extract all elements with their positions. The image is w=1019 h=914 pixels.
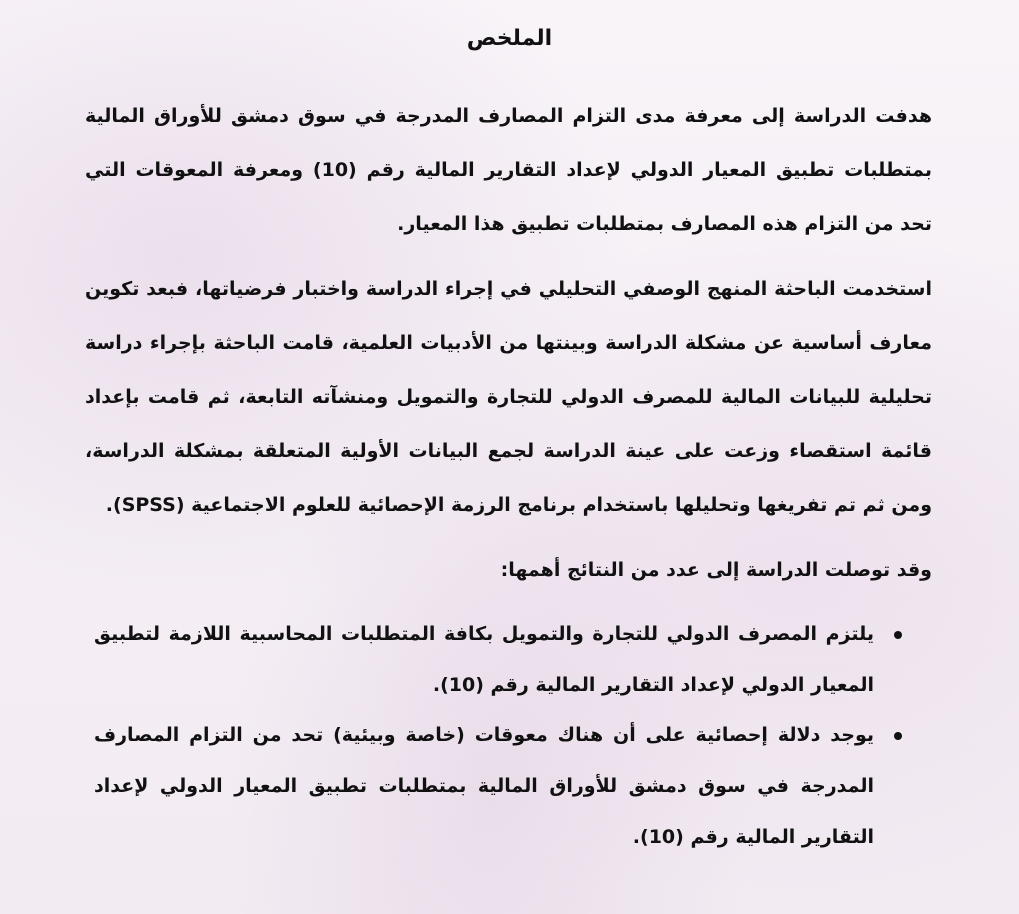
finding-text: يلتزم المصرف الدولي للتجارة والتمويل بكافة المتطلبات المحاسبية اللازمة لتطبيق المعيار الدولي لإعداد التقارير المالية رقم (10). — [94, 623, 874, 696]
finding-item — [94, 609, 924, 711]
abstract-paragraph-objective: هدفت الدراسة إلى معرفة مدى التزام المصارف المدرجة في سوق دمشق للأوراق المالية بمتطلبات تطبيق المعيار الدولي لإعداد التقارير المالية رقم (10) ومعرفة المعوقات التي تحد من التزام هذه المصارف بمتطلبات تطبيق هذا المعيار. — [85, 105, 932, 235]
abstract-paragraph-results-intro: وقد توصلت الدراسة إلى عدد من النتائج أهمها: — [500, 559, 932, 581]
bullet-icon — [894, 732, 902, 740]
bullet-icon — [894, 631, 902, 639]
finding-item — [94, 710, 924, 863]
abstract-paragraph-methodology: استخدمت الباحثة المنهج الوصفي التحليلي في إجراء الدراسة واختبار فرضياتها، فبعد تكوين معارف أساسية عن مشكلة الدراسة وبينتها من الأدبيات العلمية، قامت الباحثة بإجراء دراسة تحليلية للبيانات المالية للمصرف الدولي للتجارة والتمويل ومنشآته التابعة، ثم قامت بإعداد قائمة استقصاء وزعت على عينة الدراسة لجمع البيانات الأولية المتعلقة بمشكلة الدراسة، ومن ثم تم تفريغها وتحليلها باستخدام برنامج الرزمة الإحصائية للعلوم الاجتماعية (SPSS). — [85, 278, 932, 516]
finding-text: يوجد دلالة إحصائية على أن هناك معوقات (خاصة وبيئية) تحد من التزام المصارف المدرجة في سوق دمشق للأوراق المالية بمتطلبات تطبيق المعيار الدولي لإعداد التقارير المالية رقم (10). — [94, 724, 874, 848]
abstract-title: الملخص — [466, 26, 553, 51]
